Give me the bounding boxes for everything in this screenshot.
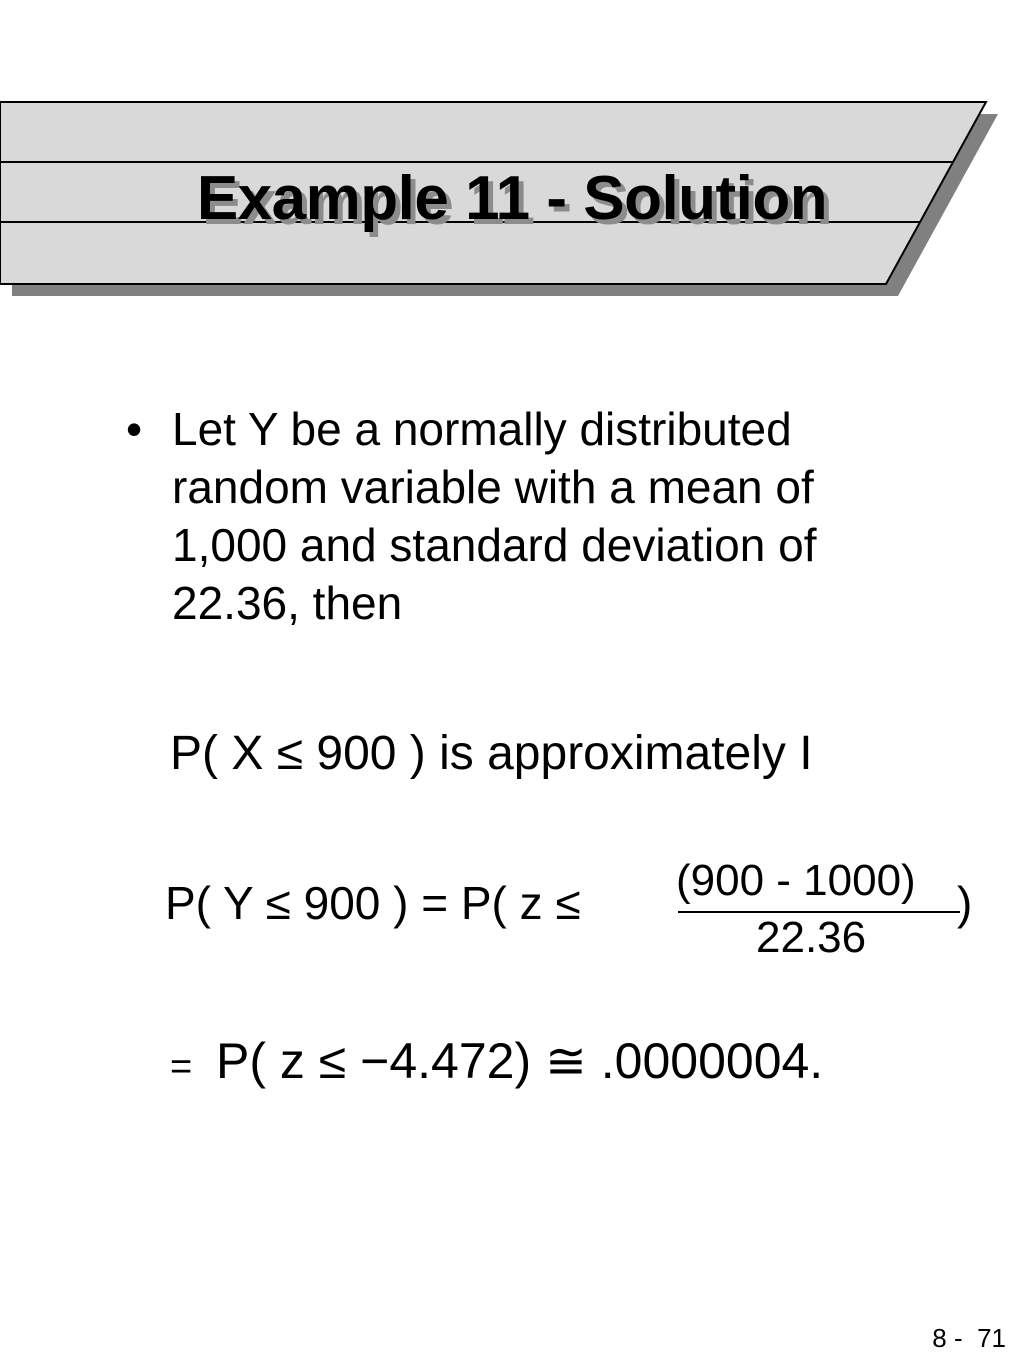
- bullet-line: random variable with a mean of: [172, 461, 814, 513]
- equation-two-equals-sign: =: [170, 1046, 193, 1088]
- page-number: 8 - 71: [932, 1323, 1006, 1353]
- fraction-numerator: (900 - 1000): [676, 856, 916, 905]
- equation-two-result: P( z ≤ −4.472) ≅ .0000004.: [216, 1033, 824, 1089]
- title-banner: [0, 0, 1024, 320]
- equation-one-close-paren: ): [957, 877, 973, 929]
- probability-statement: P( X ≤ 900 ) is approximately I: [170, 727, 813, 780]
- slide-title: Example 11 - Solution: [196, 164, 828, 233]
- bullet-paragraph: [172, 400, 972, 632]
- fraction-denominator: 22.36: [756, 913, 867, 962]
- bullet-line: Let Y be a normally distributed: [172, 403, 792, 455]
- equation-one-lhs: P( Y ≤ 900 ) = P( z ≤: [165, 877, 581, 929]
- bullet-marker: •: [126, 403, 143, 455]
- bullet-line: 1,000 and standard deviation of: [172, 519, 817, 571]
- bullet-line: 22.36, then: [172, 577, 403, 629]
